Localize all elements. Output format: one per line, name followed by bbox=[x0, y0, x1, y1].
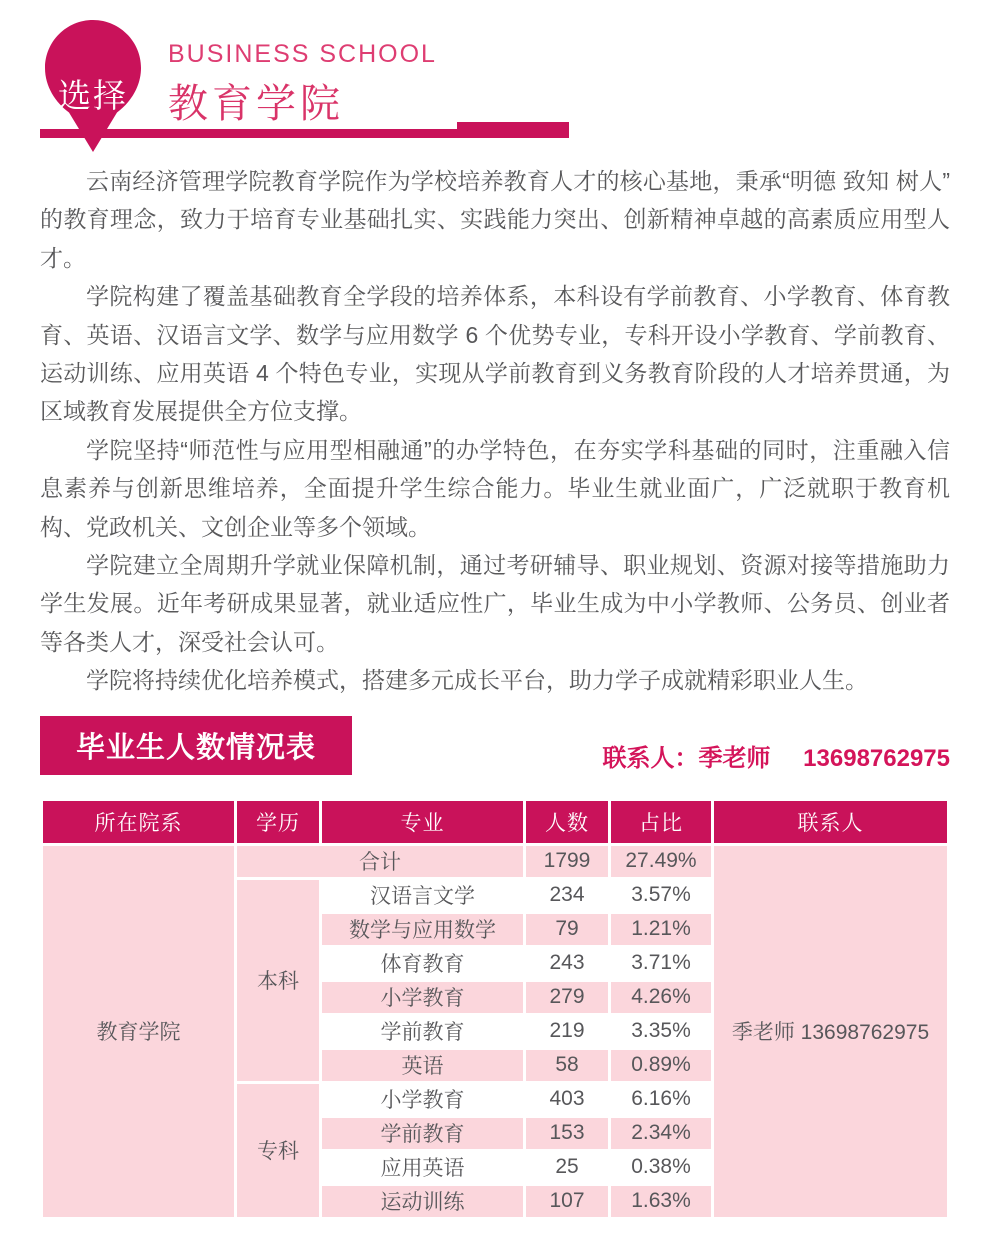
cell-percent: 0.38% bbox=[611, 1152, 711, 1183]
cell-percent: 3.35% bbox=[611, 1016, 711, 1047]
intro-paragraph: 学院将持续优化培养模式，搭建多元成长平台，助力学子成就精彩职业人生。 bbox=[86, 667, 868, 694]
cell-major: 体育教育 bbox=[322, 948, 523, 979]
page-banner bbox=[0, 0, 990, 162]
cell-percent: 3.57% bbox=[611, 880, 711, 911]
cell-count: 1799 bbox=[526, 846, 608, 877]
contact-line bbox=[603, 738, 951, 775]
cell-count: 25 bbox=[526, 1152, 608, 1183]
cell-percent: 4.26% bbox=[611, 982, 711, 1013]
graduates-table bbox=[40, 798, 950, 1220]
cell-percent: 6.16% bbox=[611, 1084, 711, 1115]
cell-major: 数学与应用数学 bbox=[322, 914, 523, 945]
cell-count: 403 bbox=[526, 1084, 608, 1115]
cell-count: 79 bbox=[526, 914, 608, 945]
intro-text bbox=[40, 162, 950, 700]
cell-count: 234 bbox=[526, 880, 608, 911]
cell-degree-college: 专科 bbox=[237, 1084, 319, 1217]
cell-major: 运动训练 bbox=[322, 1186, 523, 1217]
cell-percent: 0.89% bbox=[611, 1050, 711, 1081]
cell-count: 279 bbox=[526, 982, 608, 1013]
cell-percent: 27.49% bbox=[611, 846, 711, 877]
cell-percent: 1.21% bbox=[611, 914, 711, 945]
pin-label: 选择 bbox=[58, 77, 128, 114]
col-header-major: 专业 bbox=[322, 801, 523, 843]
banner-rule-thick bbox=[457, 122, 569, 138]
col-header-percent: 占比 bbox=[611, 801, 711, 843]
cell-count: 219 bbox=[526, 1016, 608, 1047]
cell-department: 教育学院 bbox=[43, 846, 234, 1217]
col-header-count: 人数 bbox=[526, 801, 608, 843]
cell-percent: 1.63% bbox=[611, 1186, 711, 1217]
cell-percent: 2.34% bbox=[611, 1118, 711, 1149]
col-header-department: 所在院系 bbox=[43, 801, 234, 843]
col-header-degree: 学历 bbox=[237, 801, 319, 843]
location-pin-icon bbox=[45, 20, 141, 152]
cell-count: 243 bbox=[526, 948, 608, 979]
section-head bbox=[40, 716, 950, 775]
cell-total-label: 合计 bbox=[237, 846, 523, 877]
intro-paragraph: 云南经济管理学院教育学院作为学校培养教育人才的核心基地，秉承“明德 致知 树人”的教育理念，致力于培育专业基础扎实、实践能力突出、创新精神卓越的高素质应用型人才。 bbox=[40, 168, 950, 271]
col-header-contact: 联系人 bbox=[714, 801, 947, 843]
table-row-total bbox=[43, 846, 947, 877]
cell-percent: 3.71% bbox=[611, 948, 711, 979]
cell-major: 汉语言文学 bbox=[322, 880, 523, 911]
contact-label: 联系人：季老师 bbox=[602, 744, 771, 772]
cell-count: 107 bbox=[526, 1186, 608, 1217]
intro-paragraph: 学院坚持“师范性与应用型相融通”的办学特色，在夯实学科基础的同时，注重融入信息素养与创新思维培养，全面提升学生综合能力。毕业生就业面广，广泛就职于教育机构、党政机关、文创企业等多个领域。 bbox=[40, 436, 950, 540]
cell-major: 学前教育 bbox=[322, 1118, 523, 1149]
cell-major: 小学教育 bbox=[322, 982, 523, 1013]
table-header-row bbox=[43, 801, 947, 843]
cell-count: 58 bbox=[526, 1050, 608, 1081]
intro-paragraph: 学院建立全周期升学就业保障机制，通过考研辅导、职业规划、资源对接等措施助力学生发展。近年考研成果显著，就业适应性广，毕业生成为中小学教师、公务员、创业者等各类人才，深受社会认可。 bbox=[40, 552, 950, 655]
intro-paragraph: 学院构建了覆盖基础教育全学段的培养体系，本科设有学前教育、小学教育、体育教育、英语、汉语言文学、数学与应用数学 6 个优势专业，专科开设小学教育、学前教育、运动训练、应用英语 4 个特色专业，实现从学前教育到义务教育阶段的人才培养贯通，为区域教育发展提供全方位支撑。 bbox=[40, 283, 950, 425]
cell-major: 应用英语 bbox=[322, 1152, 523, 1183]
cell-major: 学前教育 bbox=[322, 1016, 523, 1047]
banner-subtitle: BUSINESS SCHOOL bbox=[168, 40, 437, 68]
page-title: 教育学院 bbox=[168, 82, 344, 126]
section-title: 毕业生人数情况表 bbox=[40, 716, 352, 775]
cell-major: 小学教育 bbox=[322, 1084, 523, 1115]
cell-major: 英语 bbox=[322, 1050, 523, 1081]
cell-degree-undergrad: 本科 bbox=[237, 880, 319, 1081]
cell-count: 153 bbox=[526, 1118, 608, 1149]
cell-contact: 季老师 13698762975 bbox=[714, 846, 947, 1217]
contact-phone: 13698762975 bbox=[803, 744, 950, 772]
